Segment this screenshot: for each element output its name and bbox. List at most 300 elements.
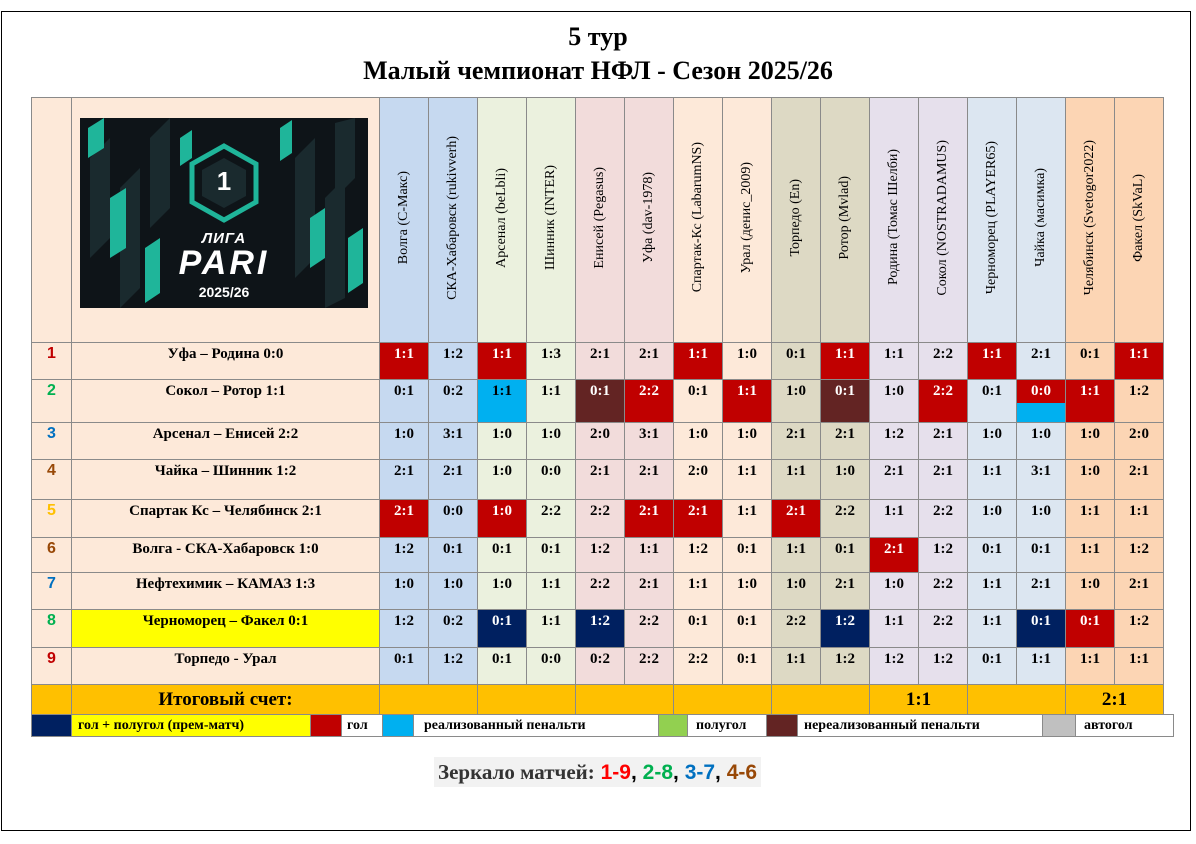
prediction-value: 2:0 — [688, 463, 708, 479]
legend-penalty-scored: реализованный пенальти — [414, 715, 659, 737]
prediction-cell — [968, 648, 1017, 685]
prediction-value: 1:2 — [884, 426, 904, 442]
player-header — [968, 98, 1017, 343]
logo-year-text: 2025/26 — [198, 284, 250, 300]
prediction-cell — [478, 460, 527, 500]
prediction-value: 2:2 — [933, 613, 953, 629]
prediction-cell — [723, 460, 772, 500]
prediction-cell — [527, 610, 576, 648]
prediction-value: 1:2 — [590, 613, 610, 629]
prediction-cell — [380, 380, 429, 423]
prediction-cell — [772, 573, 821, 610]
prediction-value: 0:1 — [688, 613, 708, 629]
prediction-cell — [429, 343, 478, 380]
prediction-value: 1:0 — [492, 576, 512, 592]
prediction-value: 1:2 — [1129, 383, 1149, 399]
prediction-value: 0:2 — [590, 651, 610, 667]
prediction-value: 2:1 — [590, 346, 610, 362]
prediction-value: 2:1 — [443, 463, 463, 479]
prediction-cell — [527, 423, 576, 460]
prediction-value: 2:0 — [1129, 426, 1149, 442]
mirror-label: Зеркало матчей: — [438, 760, 595, 784]
legend-goal-half: гол + полугол (прем-матч) — [72, 715, 311, 737]
prediction-cell — [1115, 538, 1164, 573]
prediction-value: 2:2 — [590, 503, 610, 519]
prediction-cell — [478, 500, 527, 538]
prediction-cell — [919, 460, 968, 500]
prediction-value: 2:2 — [639, 613, 659, 629]
player-name: Сокол (NOSTRADAMUS) — [935, 139, 950, 296]
prediction-cell — [527, 573, 576, 610]
prediction-value: 1:0 — [982, 426, 1002, 442]
legend-half-goal: полугол — [688, 715, 767, 737]
prediction-value: 1:0 — [884, 383, 904, 399]
prediction-value: 1:1 — [835, 346, 855, 362]
prediction-cell — [1066, 538, 1115, 573]
prediction-cell — [1115, 380, 1164, 423]
prediction-cell — [380, 500, 429, 538]
match-row — [32, 610, 1164, 648]
match-number: 4 — [32, 460, 72, 500]
prediction-value: 0:1 — [443, 541, 463, 557]
mirror-sep: , — [630, 761, 643, 784]
prediction-cell — [1066, 573, 1115, 610]
predictions-table — [31, 97, 1164, 715]
prediction-cell — [919, 648, 968, 685]
match-number: 1 — [32, 343, 72, 380]
match-row — [32, 573, 1164, 610]
prediction-value: 2:2 — [541, 503, 561, 519]
liga-pari-logo — [80, 118, 368, 308]
prediction-cell — [968, 573, 1017, 610]
prediction-cell — [478, 648, 527, 685]
prediction-value: 1:2 — [394, 613, 414, 629]
prediction-value: 2:1 — [1129, 463, 1149, 479]
prediction-value: 0:1 — [737, 541, 757, 557]
prediction-cell — [674, 380, 723, 423]
prediction-value: 1:1 — [884, 346, 904, 362]
legend-swatch-penalty-scored — [383, 715, 414, 737]
prediction-value: 2:2 — [933, 346, 953, 362]
prediction-cell — [1115, 423, 1164, 460]
prediction-cell — [527, 380, 576, 423]
round-title: 5 тур — [568, 22, 628, 51]
pair-total-score — [576, 685, 674, 715]
match-row — [32, 538, 1164, 573]
prediction-value: 2:1 — [786, 503, 806, 519]
prediction-cell — [576, 573, 625, 610]
player-name: Урал (денис_2009) — [739, 161, 754, 274]
prediction-value: 0:0 — [541, 651, 561, 667]
prediction-cell — [968, 380, 1017, 423]
pair-total-score — [674, 685, 772, 715]
prediction-value: 1:0 — [982, 503, 1002, 519]
pair-total-score — [772, 685, 870, 715]
prediction-value: 1:0 — [835, 463, 855, 479]
prediction-cell — [1017, 343, 1066, 380]
prediction-value: 0:1 — [737, 613, 757, 629]
prediction-value: 1:1 — [786, 651, 806, 667]
prediction-value: 2:1 — [688, 503, 708, 519]
prediction-cell — [723, 423, 772, 460]
player-name: Факел (SkVaL) — [1131, 173, 1146, 262]
prediction-cell — [919, 610, 968, 648]
player-header — [576, 98, 625, 343]
prediction-cell — [576, 610, 625, 648]
player-header — [625, 98, 674, 343]
prediction-value: 1:1 — [982, 346, 1002, 362]
prediction-value: 2:1 — [933, 426, 953, 442]
prediction-cell — [625, 423, 674, 460]
player-name: Арсенал (beLbli) — [494, 167, 509, 268]
prediction-cell — [380, 343, 429, 380]
match-number: 9 — [32, 648, 72, 685]
pair-total-score: 1:1 — [870, 685, 968, 715]
prediction-cell — [674, 343, 723, 380]
match-title: Уфа – Родина 0:0 — [72, 343, 380, 380]
match-title: Арсенал – Енисей 2:2 — [72, 423, 380, 460]
legend-swatch-half-goal — [659, 715, 688, 737]
legend-own-goal: автогол — [1076, 715, 1174, 737]
match-number: 7 — [32, 573, 72, 610]
prediction-cell — [625, 380, 674, 423]
prediction-cell — [478, 538, 527, 573]
prediction-cell — [576, 423, 625, 460]
legend-swatch-own-goal — [1043, 715, 1076, 737]
prediction-cell — [1017, 500, 1066, 538]
logo-cell — [72, 98, 380, 343]
prediction-value: 1:0 — [786, 576, 806, 592]
prediction-cell — [625, 573, 674, 610]
prediction-value: 1:0 — [394, 576, 414, 592]
prediction-value: 1:1 — [1129, 346, 1149, 362]
prediction-cell — [870, 423, 919, 460]
match-number: 8 — [32, 610, 72, 648]
prediction-cell — [1066, 380, 1115, 423]
prediction-cell — [1017, 423, 1066, 460]
prediction-cell — [1115, 343, 1164, 380]
prediction-cell — [625, 500, 674, 538]
penalty-scored-mark — [1017, 403, 1065, 422]
prediction-cell — [576, 500, 625, 538]
prediction-cell — [772, 423, 821, 460]
prediction-value: 2:1 — [835, 576, 855, 592]
total-num-cell — [32, 685, 72, 715]
match-number: 3 — [32, 423, 72, 460]
prediction-value: 0:1 — [394, 651, 414, 667]
prediction-value: 1:1 — [541, 383, 561, 399]
prediction-value: 0:2 — [443, 383, 463, 399]
logo-badge-number: 1 — [216, 166, 232, 196]
prediction-cell — [429, 380, 478, 423]
player-name: Енисей (Pegasus) — [592, 166, 607, 269]
prediction-cell — [821, 500, 870, 538]
prediction-cell — [723, 610, 772, 648]
prediction-value: 1:2 — [1129, 613, 1149, 629]
prediction-value: 1:2 — [1129, 541, 1149, 557]
championship-title: Малый чемпионат НФЛ - Сезон 2025/26 — [363, 56, 833, 85]
prediction-cell — [576, 538, 625, 573]
prediction-cell — [968, 423, 1017, 460]
pair-total-score: 2:1 — [1066, 685, 1164, 715]
mirror-item: 3-7 — [684, 761, 716, 784]
prediction-value: 1:0 — [541, 426, 561, 442]
prediction-value: 0:1 — [835, 383, 855, 399]
prediction-value: 2:1 — [394, 503, 414, 519]
player-name: Шинник (INTER) — [543, 165, 558, 270]
legend-swatch-penalty-missed — [767, 715, 798, 737]
prediction-value: 1:1 — [1080, 383, 1100, 399]
prediction-cell — [821, 610, 870, 648]
prediction-cell — [380, 538, 429, 573]
prediction-value: 0:0 — [541, 463, 561, 479]
prediction-cell — [674, 500, 723, 538]
prediction-cell — [772, 500, 821, 538]
match-row — [32, 460, 1164, 500]
prediction-value: 1:3 — [541, 346, 561, 362]
prediction-value: 1:0 — [394, 426, 414, 442]
prediction-cell — [625, 343, 674, 380]
prediction-cell — [429, 460, 478, 500]
prediction-value: 1:1 — [786, 541, 806, 557]
prediction-cell — [625, 460, 674, 500]
prediction-value: 1:0 — [492, 463, 512, 479]
prediction-cell — [576, 460, 625, 500]
prediction-value: 1:0 — [737, 576, 757, 592]
prediction-value: 1:1 — [688, 576, 708, 592]
prediction-value: 1:2 — [933, 651, 953, 667]
prediction-value: 1:1 — [492, 383, 512, 399]
prediction-cell — [576, 380, 625, 423]
prediction-value: 0:1 — [394, 383, 414, 399]
prediction-cell — [723, 573, 772, 610]
prediction-cell — [1017, 538, 1066, 573]
prediction-cell — [821, 538, 870, 573]
prediction-value: 0:0 — [1031, 383, 1051, 399]
prediction-value: 1:0 — [492, 426, 512, 442]
prediction-value: 1:1 — [786, 463, 806, 479]
prediction-cell — [1066, 648, 1115, 685]
prediction-value: 2:1 — [835, 426, 855, 442]
mirror-item: 4-6 — [726, 761, 758, 784]
prediction-value: 1:1 — [884, 503, 904, 519]
num-header-cell — [32, 98, 72, 343]
total-row — [32, 685, 1164, 715]
prediction-value: 2:2 — [639, 651, 659, 667]
match-title: Чайка – Шинник 1:2 — [72, 460, 380, 500]
prediction-value: 0:1 — [492, 613, 512, 629]
player-name: Челябинск (Svetogor2022) — [1082, 139, 1097, 296]
prediction-value: 1:2 — [835, 613, 855, 629]
mirror-sep: , — [715, 761, 727, 784]
player-name: Черноморец (PLAYER65) — [984, 140, 999, 295]
player-header — [674, 98, 723, 343]
prediction-value: 0:1 — [590, 383, 610, 399]
prediction-value: 1:2 — [835, 651, 855, 667]
prediction-cell — [821, 460, 870, 500]
prediction-cell — [674, 538, 723, 573]
prediction-cell — [478, 610, 527, 648]
mirror-sep: , — [673, 761, 685, 784]
prediction-cell — [870, 538, 919, 573]
match-title: Нефтехимик – КАМАЗ 1:3 — [72, 573, 380, 610]
prediction-cell — [968, 500, 1017, 538]
prediction-value: 1:0 — [443, 576, 463, 592]
prediction-value: 0:1 — [492, 541, 512, 557]
prediction-value: 1:1 — [737, 503, 757, 519]
player-header — [870, 98, 919, 343]
prediction-cell — [968, 460, 1017, 500]
prediction-cell — [723, 500, 772, 538]
prediction-value: 1:2 — [884, 651, 904, 667]
prediction-value: 1:1 — [1080, 541, 1100, 557]
prediction-value: 2:2 — [835, 503, 855, 519]
prediction-value: 1:2 — [590, 541, 610, 557]
prediction-value: 0:1 — [541, 541, 561, 557]
mirror-matches — [434, 757, 761, 787]
prediction-value: 0:1 — [786, 346, 806, 362]
player-header — [527, 98, 576, 343]
prediction-cell — [870, 343, 919, 380]
prediction-cell — [429, 423, 478, 460]
player-header — [919, 98, 968, 343]
prediction-cell — [380, 460, 429, 500]
prediction-cell — [968, 538, 1017, 573]
prediction-cell — [380, 423, 429, 460]
prediction-value: 2:1 — [639, 576, 659, 592]
prediction-cell — [576, 648, 625, 685]
match-title: Торпедо - Урал — [72, 648, 380, 685]
legend-swatch-goal-half — [32, 715, 72, 737]
prediction-cell — [429, 610, 478, 648]
prediction-value: 1:1 — [639, 541, 659, 557]
match-number: 2 — [32, 380, 72, 423]
prediction-value: 1:1 — [1080, 503, 1100, 519]
prediction-value: 1:2 — [933, 541, 953, 557]
player-header — [380, 98, 429, 343]
mirror-item: 1-9 — [600, 761, 631, 784]
prediction-cell — [723, 648, 772, 685]
player-header — [429, 98, 478, 343]
player-header — [478, 98, 527, 343]
prediction-cell — [1066, 460, 1115, 500]
prediction-value: 3:1 — [1031, 463, 1051, 479]
prediction-value: 0:1 — [982, 541, 1002, 557]
prediction-value: 2:1 — [590, 463, 610, 479]
prediction-cell — [821, 573, 870, 610]
prediction-cell — [723, 343, 772, 380]
prediction-cell — [625, 610, 674, 648]
logo-pari-text: PARI — [178, 244, 270, 282]
prediction-cell — [478, 423, 527, 460]
prediction-cell — [821, 648, 870, 685]
prediction-cell — [1017, 610, 1066, 648]
match-row — [32, 343, 1164, 380]
prediction-value: 1:0 — [737, 426, 757, 442]
prediction-cell — [674, 573, 723, 610]
prediction-value: 1:0 — [737, 346, 757, 362]
prediction-cell — [380, 610, 429, 648]
prediction-cell — [1115, 460, 1164, 500]
prediction-cell — [870, 460, 919, 500]
match-row — [32, 500, 1164, 538]
legend-penalty-missed: нереализованный пенальти — [798, 715, 1043, 737]
prediction-value: 1:1 — [541, 613, 561, 629]
prediction-value: 1:0 — [1031, 503, 1051, 519]
prediction-cell — [919, 343, 968, 380]
match-row — [32, 648, 1164, 685]
prediction-cell — [478, 573, 527, 610]
prediction-value: 1:0 — [1080, 426, 1100, 442]
prediction-cell — [1017, 380, 1066, 423]
prediction-value: 1:1 — [982, 463, 1002, 479]
prediction-value: 1:1 — [1129, 651, 1149, 667]
prediction-value: 1:1 — [884, 613, 904, 629]
prediction-value: 1:1 — [688, 346, 708, 362]
player-name: СКА-Хабаровск (rukivverh) — [445, 135, 460, 300]
prediction-cell — [821, 423, 870, 460]
player-header — [1066, 98, 1115, 343]
prediction-value: 2:1 — [1031, 576, 1051, 592]
prediction-value: 1:1 — [1031, 651, 1051, 667]
prediction-value: 2:1 — [1129, 576, 1149, 592]
prediction-value: 0:2 — [443, 613, 463, 629]
prediction-cell — [380, 573, 429, 610]
prediction-cell — [821, 343, 870, 380]
prediction-cell — [527, 343, 576, 380]
prediction-value: 2:1 — [933, 463, 953, 479]
prediction-cell — [674, 460, 723, 500]
prediction-value: 1:0 — [492, 503, 512, 519]
prediction-value: 0:1 — [688, 383, 708, 399]
prediction-cell — [821, 380, 870, 423]
prediction-value: 1:0 — [884, 576, 904, 592]
prediction-cell — [772, 648, 821, 685]
prediction-cell — [380, 648, 429, 685]
total-label: Итоговый счет: — [72, 685, 380, 715]
prediction-value: 1:1 — [737, 383, 757, 399]
prediction-cell — [429, 500, 478, 538]
prediction-cell — [919, 500, 968, 538]
player-name: Уфа (dav-1978) — [641, 172, 656, 263]
prediction-cell — [1017, 573, 1066, 610]
prediction-value: 1:1 — [737, 463, 757, 479]
prediction-cell — [1066, 610, 1115, 648]
player-header — [772, 98, 821, 343]
prediction-value: 2:1 — [884, 463, 904, 479]
prediction-cell — [1017, 460, 1066, 500]
prediction-value: 3:1 — [443, 426, 463, 442]
prediction-cell — [723, 538, 772, 573]
prediction-cell — [1066, 500, 1115, 538]
prediction-value: 2:1 — [639, 503, 659, 519]
pair-total-score — [478, 685, 576, 715]
match-number: 6 — [32, 538, 72, 573]
prediction-cell — [772, 538, 821, 573]
prediction-cell — [772, 343, 821, 380]
prediction-cell — [429, 648, 478, 685]
match-title: Сокол – Ротор 1:1 — [72, 380, 380, 423]
prediction-cell — [870, 648, 919, 685]
prediction-cell — [919, 380, 968, 423]
prediction-value: 2:1 — [639, 463, 659, 479]
prediction-cell — [674, 423, 723, 460]
match-title: Черноморец – Факел 0:1 — [72, 610, 380, 648]
player-header — [1017, 98, 1066, 343]
legend-goal: гол — [342, 715, 383, 737]
match-title: Спартак Кс – Челябинск 2:1 — [72, 500, 380, 538]
prediction-cell — [478, 343, 527, 380]
